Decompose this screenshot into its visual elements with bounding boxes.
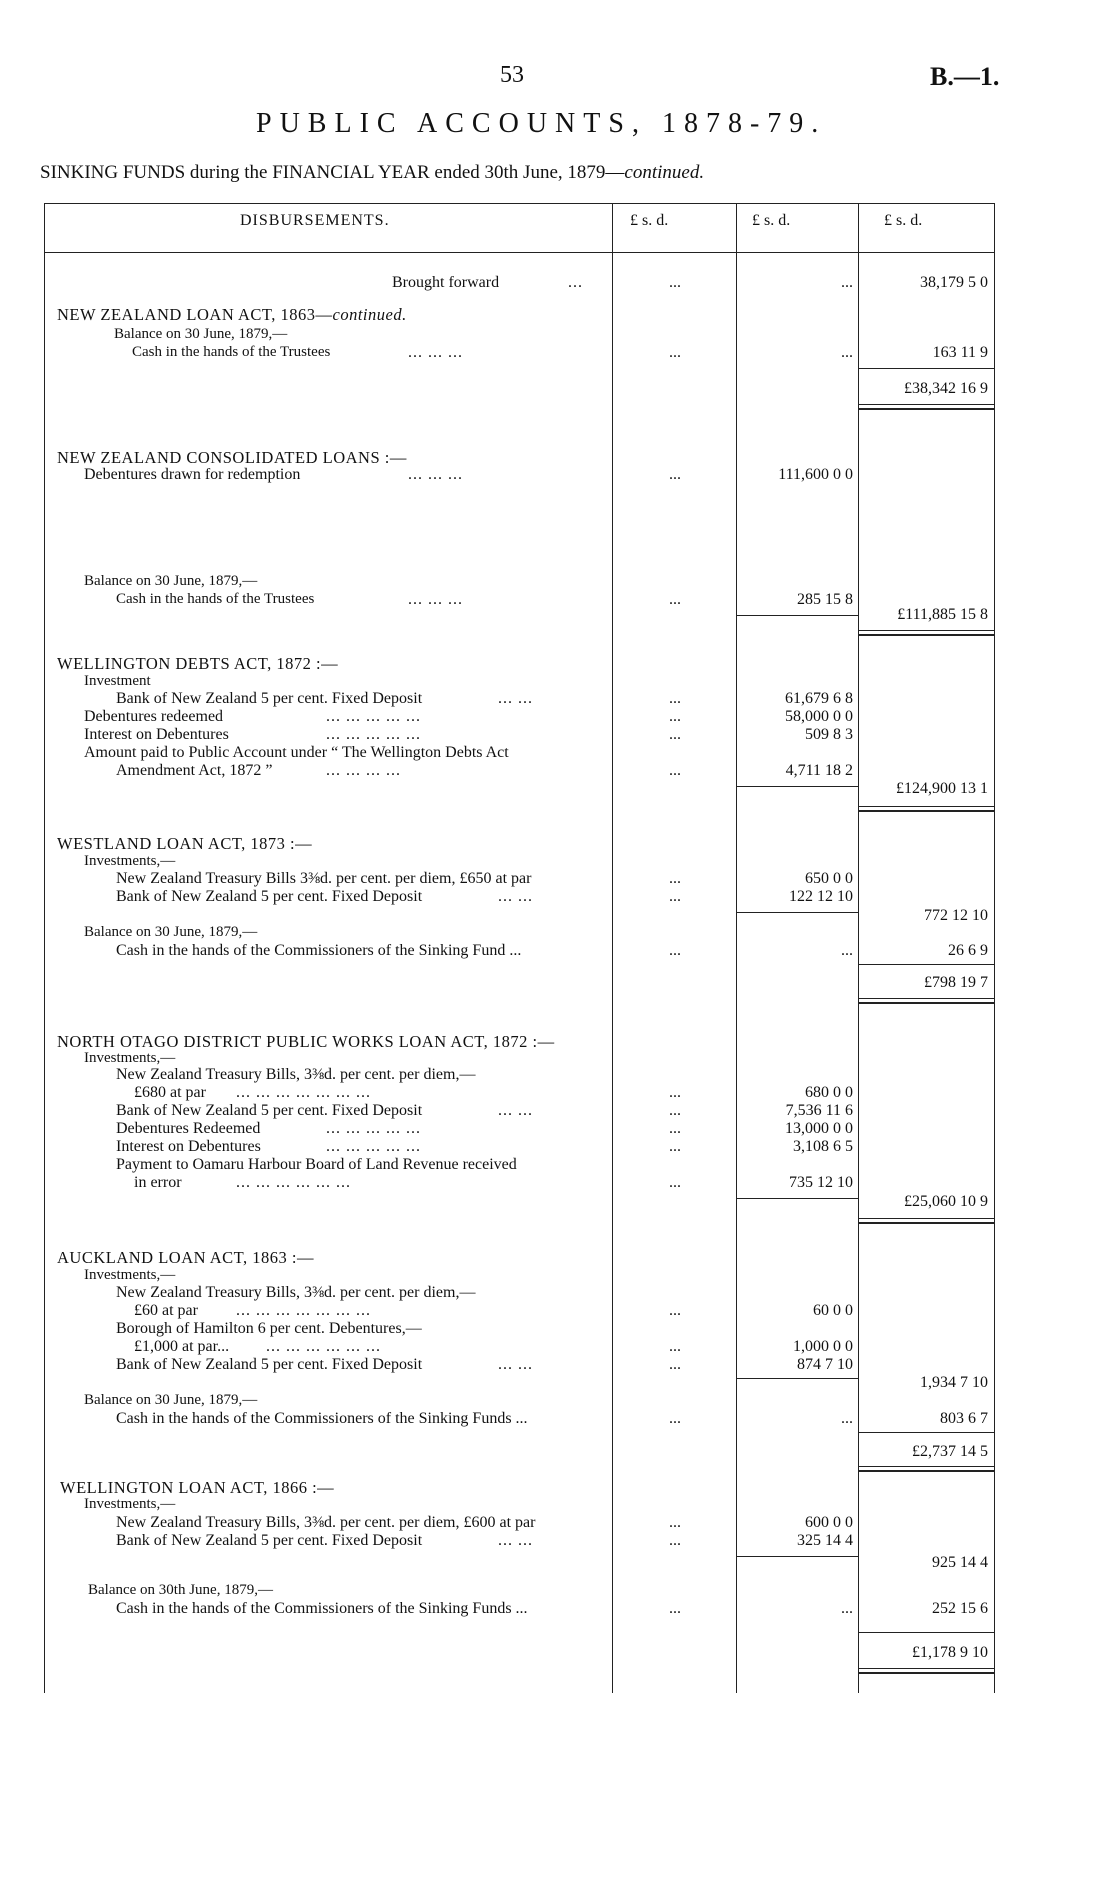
debentures-dots: ... ... ... ... ... [326,1120,421,1137]
bank-c2: 7,536 11 6 [785,1102,853,1119]
bank-c1: ... [669,1102,681,1119]
bills-c2: 650 0 0 [805,870,853,887]
subtotal-rule [858,1432,994,1433]
cash-c1: ... [669,344,681,361]
bank-label: Bank of New Zealand 5 per cent. Fixed Deposit [116,690,423,707]
subtitle-italic: continued. [624,162,705,183]
table-left-border [44,203,45,1693]
cash-c3: 803 6 7 [940,1410,988,1427]
payment-c2: 735 12 10 [789,1174,853,1191]
payment-c1: ... [669,1174,681,1191]
bills-par-dots: ... ... ... ... ... ... ... [236,1084,371,1101]
debentures-c2: 111,600 0 0 [778,466,853,483]
error-label: in error [134,1174,182,1191]
bank-label: Bank of New Zealand 5 per cent. Fixed Deposit [116,1102,423,1119]
bank-c2: 61,679 6 8 [785,690,853,707]
interest-c1: ... [669,726,681,743]
cash-c1: ... [669,942,681,959]
table-right-border [994,203,995,1693]
bank-c1: ... [669,1532,681,1549]
col2-currency-header: £ s. d. [752,212,791,229]
page-title: PUBLIC ACCOUNTS, 1878-79. [256,108,827,139]
cash-c1: ... [669,1600,681,1617]
interest-c2: 509 8 3 [805,726,853,743]
bills-c1: ... [669,1514,681,1531]
bank-dots: ... ... [498,1356,533,1373]
section-total: £38,342 16 9 [904,380,988,397]
section-total: £798 19 7 [924,974,988,991]
brought-forward-c1: ... [669,274,681,291]
hamilton-par-label: £1,000 at par... [134,1338,230,1355]
debentures-c1: ... [669,466,681,483]
bills-c1: ... [669,870,681,887]
bills-label: New Zealand Treasury Bills 3⅜d. per cent. per diem, £650 at par [116,870,532,887]
cash-c2: ... [841,1600,853,1617]
bills-c2: 60 0 0 [813,1302,853,1319]
column-rule [736,1556,858,1557]
bills-c2: 600 0 0 [805,1514,853,1531]
investments-label: Investments,— [84,853,176,869]
section-title: NEW ZEALAND CONSOLIDATED LOANS :— [57,448,407,467]
bank-label: Bank of New Zealand 5 per cent. Fixed Deposit [116,1532,423,1549]
hamilton-label: Borough of Hamilton 6 per cent. Debentures,— [116,1320,422,1337]
title-italic: continued. [332,305,407,324]
section-title: NORTH OTAGO DISTRICT PUBLIC WORKS LOAN ACT, 1872 :— [57,1032,555,1051]
subtotal: 925 14 4 [932,1554,988,1571]
cash-dots: ... ... ... [408,591,463,608]
bank-dots: ... ... [498,1102,533,1119]
subtitle-main: SINKING FUNDS during the FINANCIAL YEAR ended 30th June, 1879— [40,162,625,183]
cash-label: Cash in the hands of the Commissioners of the Sinking Fund ... [116,942,522,959]
subtotal-rule [858,964,994,965]
interest-dots: ... ... ... ... ... [326,1138,421,1155]
bills-label: New Zealand Treasury Bills, 3⅜d. per cent. per diem,— [116,1284,476,1301]
total-double-rule [858,1668,994,1674]
page-subtitle [40,162,704,184]
error-dots: ... ... ... ... ... ... [236,1174,351,1191]
debentures-c1: ... [669,708,681,725]
bank-c2: 325 14 4 [797,1532,853,1549]
balance-label: Balance on 30 June, 1879,— [114,326,288,342]
total-double-rule [858,1466,994,1472]
bills-par-label: £60 at par [134,1302,198,1319]
column-rule [736,1378,858,1379]
section-title: WESTLAND LOAN ACT, 1873 :— [57,834,313,853]
cash-label: Cash in the hands of the Trustees [132,344,331,360]
subtotal-rule [858,368,994,369]
column-rule [736,1198,858,1199]
interest-c1: ... [669,1138,681,1155]
cash-c2: ... [841,344,853,361]
cash-label: Cash in the hands of the Trustees [116,591,315,607]
section-title: WELLINGTON DEBTS ACT, 1872 :— [57,654,339,673]
cash-c1: ... [669,1410,681,1427]
hamilton-c2: 1,000 0 0 [793,1338,853,1355]
balance-label: Balance on 30 June, 1879,— [84,573,258,589]
col-divider-2 [736,203,737,1693]
total-double-rule [858,998,994,1004]
bills-label: New Zealand Treasury Bills, 3⅜d. per cent. per diem,— [116,1066,476,1083]
amendment-label: Amendment Act, 1872 ” [116,762,273,779]
bank-c1: ... [669,1356,681,1373]
section-title: WELLINGTON LOAN ACT, 1866 :— [60,1478,335,1497]
debentures-dots: ... ... ... ... ... [326,708,421,725]
hamilton-par-dots: ... ... ... ... ... ... [266,1338,381,1355]
col-disbursements-header: DISBURSEMENTS. [240,212,390,229]
column-rule [736,615,858,616]
interest-dots: ... ... ... ... ... [326,726,421,743]
bills-par-label: £680 at par [134,1084,206,1101]
interest-label: Interest on Debentures [84,726,229,743]
total-double-rule [858,1218,994,1224]
bills-c1: ... [669,1084,681,1101]
bank-c2: 874 7 10 [797,1356,853,1373]
section-title [57,305,407,325]
table-header-rule [44,252,994,253]
investment-label: Investment [84,673,151,689]
bank-c1: ... [669,888,681,905]
document-code: B.—1. [930,62,1000,91]
col1-currency-header: £ s. d. [630,212,669,229]
balance-label: Balance on 30 June, 1879,— [84,1392,258,1408]
bank-dots: ... ... [498,888,533,905]
brought-forward-c3: 38,179 5 0 [920,274,988,291]
column-rule [736,786,858,787]
hamilton-c1: ... [669,1338,681,1355]
debentures-c2: 58,000 0 0 [785,708,853,725]
debentures-c1: ... [669,1120,681,1137]
amendment-dots: ... ... ... ... [326,762,401,779]
cash-dots: ... ... ... [408,344,463,361]
cash-label: Cash in the hands of the Commissioners of the Sinking Funds ... [116,1410,528,1427]
subtotal: 1,934 7 10 [920,1374,988,1391]
bank-label: Bank of New Zealand 5 per cent. Fixed Deposit [116,1356,423,1373]
debentures-c2: 13,000 0 0 [785,1120,853,1137]
total-double-rule [858,806,994,812]
interest-label: Interest on Debentures [116,1138,261,1155]
bank-dots: ... ... [498,1532,533,1549]
total-double-rule [858,404,994,410]
column-rule [736,912,858,913]
debentures-dots: ... ... ... [408,466,463,483]
bills-c1: ... [669,1302,681,1319]
table-top-rule [44,203,994,204]
amount-label: Amount paid to Public Account under “ The Wellington Debts Act [84,744,509,761]
debentures-label: Debentures drawn for redemption [84,466,301,483]
balance-label: Balance on 30 June, 1879,— [84,924,258,940]
section-total: £124,900 13 1 [896,780,988,797]
cash-c3: 252 15 6 [932,1600,988,1617]
debentures-label: Debentures Redeemed [116,1120,261,1137]
amount-c1: ... [669,762,681,779]
amount-c2: 4,711 18 2 [785,762,853,779]
cash-c2: ... [841,1410,853,1427]
cash-label: Cash in the hands of the Commissioners of the Sinking Funds ... [116,1600,528,1617]
bills-label: New Zealand Treasury Bills, 3⅜d. per cent. per diem, £600 at par [116,1514,536,1531]
bank-c1: ... [669,690,681,707]
brought-forward-dots: ... [568,274,583,291]
col-divider-1 [612,203,613,1693]
section-total: £1,178 9 10 [912,1644,988,1661]
payment-label: Payment to Oamaru Harbour Board of Land Revenue received [116,1156,517,1173]
cash-c2: ... [841,942,853,959]
debentures-label: Debentures redeemed [84,708,224,725]
bills-par-dots: ... ... ... ... ... ... ... [236,1302,371,1319]
page-number: 53 [500,62,524,88]
cash-c3: 163 11 9 [932,344,988,361]
brought-forward-label: Brought forward [392,274,500,291]
bills-c2: 680 0 0 [805,1084,853,1101]
balance-label: Balance on 30th June, 1879,— [88,1582,273,1598]
subtotal-rule [858,1632,994,1633]
cash-c2: 285 15 8 [797,591,853,608]
bank-dots: ... ... [498,690,533,707]
cash-c3: 26 6 9 [948,942,988,959]
interest-c2: 3,108 6 5 [793,1138,853,1155]
section-title: AUCKLAND LOAN ACT, 1863 :— [57,1248,314,1267]
section-total: £25,060 10 9 [904,1193,988,1210]
total-double-rule [858,630,994,636]
investments-label: Investments,— [84,1496,176,1512]
subtotal: 772 12 10 [924,907,988,924]
brought-forward-c2: ... [841,274,853,291]
bank-label: Bank of New Zealand 5 per cent. Fixed Deposit [116,888,423,905]
section-total: £2,737 14 5 [912,1443,988,1460]
investments-label: Investments,— [84,1267,176,1283]
investments-label: Investments,— [84,1050,176,1066]
title-main: NEW ZEALAND LOAN ACT, 1863— [57,305,333,324]
bank-c2: 122 12 10 [789,888,853,905]
col3-currency-header: £ s. d. [884,212,923,229]
cash-c1: ... [669,591,681,608]
section-total: £111,885 15 8 [897,606,988,623]
